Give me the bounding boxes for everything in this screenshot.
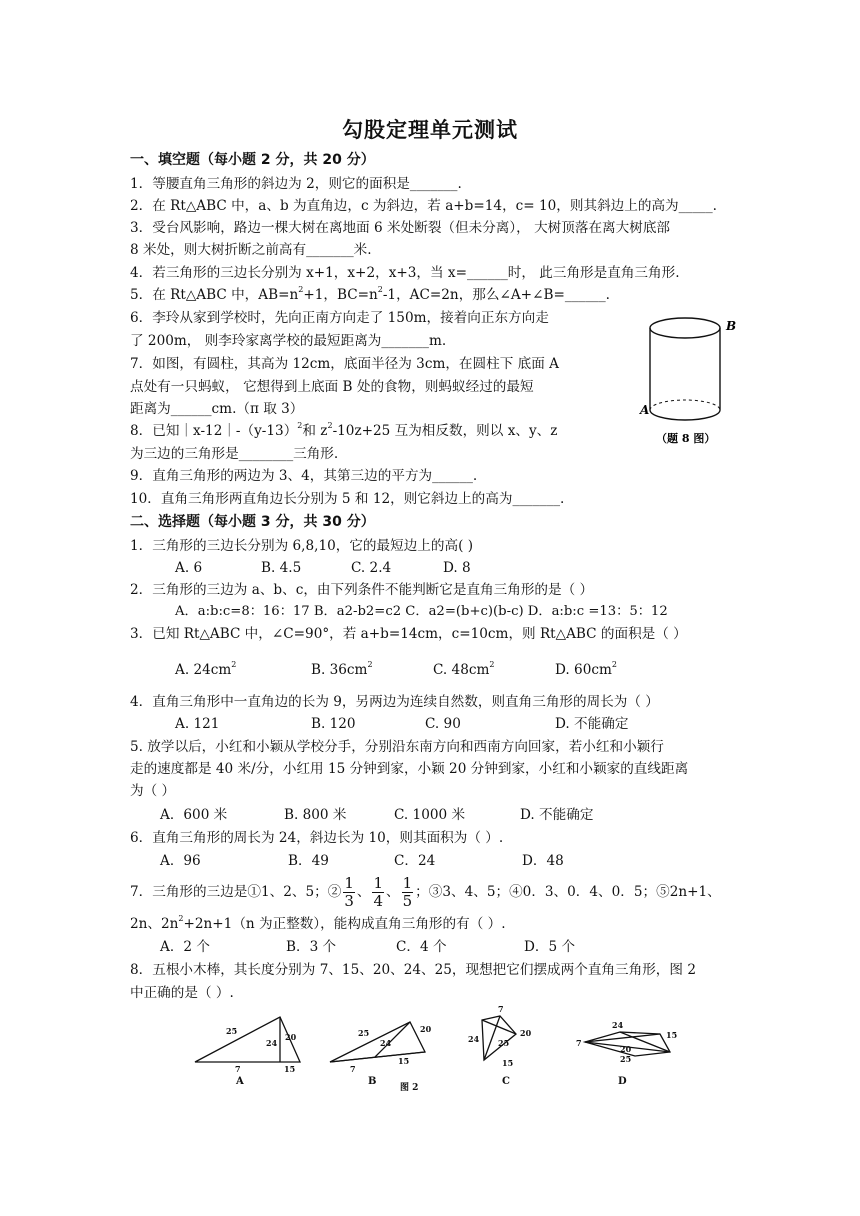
option[interactable]: D. 8 xyxy=(443,560,471,576)
choice-q5-line3: 为（ ） xyxy=(130,783,176,799)
length-label: 24 xyxy=(380,1038,392,1048)
fill-q3-line2: 8 米处，则大树折断之前高有_______米. xyxy=(130,242,372,258)
option[interactable]: B．49 xyxy=(288,853,329,869)
fill-q9: 9．直角三角形的两边为 3、4，其第三边的平方为______. xyxy=(130,468,478,484)
length-label: 7 xyxy=(576,1038,582,1048)
option[interactable]: A. 121 xyxy=(175,716,220,732)
choice-q7-options xyxy=(160,937,575,957)
fill-q8-sup1: 2 xyxy=(297,421,303,430)
fraction-numerator: 1 xyxy=(373,874,384,892)
triangle-inner-line xyxy=(482,1020,516,1034)
option-text: D. 60cm xyxy=(555,662,612,678)
fraction-numerator: 1 xyxy=(402,874,413,892)
option-figure-D[interactable] xyxy=(576,1020,677,1087)
fill-q5-pre: 5．在 Rt△ABC 中，AB=n xyxy=(130,287,299,303)
fill-q6-line2: 了 200m， 则李玲家离学校的最短距离为_______m. xyxy=(130,333,447,349)
option[interactable]: C. 90 xyxy=(425,716,461,732)
option-text: C. 48cm xyxy=(433,662,490,678)
option[interactable]: D．48 xyxy=(522,853,564,869)
fraction-numerator: 1 xyxy=(344,874,354,892)
length-label: 25 xyxy=(358,1028,370,1038)
fill-q5-post: -1，AC=2n，那么∠A+∠B=______. xyxy=(382,287,610,303)
option[interactable]: C．4 个 xyxy=(396,939,447,955)
option-figure-A[interactable] xyxy=(195,1017,300,1087)
section-1-heading: 一、填空题（每小题 2 分，共 20 分） xyxy=(130,152,375,168)
option[interactable]: B. 120 xyxy=(311,716,356,732)
length-label: 20 xyxy=(520,1028,532,1038)
fraction-one-fourth xyxy=(372,875,384,910)
label-A: A xyxy=(640,403,650,417)
choice-q5-options xyxy=(160,805,593,825)
cylinder-top-ellipse xyxy=(650,318,720,338)
option-text: A. 24cm xyxy=(175,662,232,678)
choice-q3-options xyxy=(175,660,617,680)
option-sup: 2 xyxy=(367,660,373,669)
fill-q5-sup1: 2 xyxy=(298,285,304,294)
option[interactable] xyxy=(311,660,433,680)
option-sup: 2 xyxy=(489,660,495,669)
option[interactable] xyxy=(555,660,617,680)
option[interactable] xyxy=(433,660,555,680)
fraction-one-third xyxy=(343,875,355,910)
choice-q4-options xyxy=(175,714,628,734)
figure-2-caption: 图 2 xyxy=(400,1083,419,1093)
fill-q2: 2．在 Rt△ABC 中，a、b 为直角边，c 为斜边，若 a+b=14，c= 10，则其斜边上的高为_____. xyxy=(130,198,717,214)
fill-q8-mid: 和 z xyxy=(302,423,328,439)
triangle-inner-line xyxy=(585,1034,660,1042)
option[interactable]: B．3 个 xyxy=(286,939,337,955)
cylinder-bottom-back xyxy=(650,400,720,410)
fill-q7-line3: 距离为______cm.（π 取 3） xyxy=(130,401,304,417)
option[interactable]: A．2 个 xyxy=(160,939,210,955)
cylinder-figure xyxy=(640,308,750,453)
label-B: B xyxy=(726,319,737,333)
option[interactable]: C. 1000 米 xyxy=(394,807,466,823)
cylinder-caption: （题 8 图） xyxy=(656,432,716,445)
option[interactable]: B. 800 米 xyxy=(284,807,347,823)
option[interactable]: D. 不能确定 xyxy=(520,807,594,823)
section-2-heading: 二、选择题（每小题 3 分，共 30 分） xyxy=(130,514,375,530)
option[interactable]: D. 不能确定 xyxy=(555,716,629,732)
figure-2 xyxy=(180,1004,700,1093)
fill-q7-line2: 点处有一只蚂蚁， 它想得到上底面 B 处的食物，则蚂蚁经过的最短 xyxy=(130,379,534,395)
fill-q4: 4．若三角形的三边长分别为 x+1，x+2，x+3，当 x=______时， 此三角形是直角三角形. xyxy=(130,265,680,281)
choice-q5-line1: 5. 放学以后，小红和小颖从学校分手，分别沿东南方向和西南方向回家，若小红和小颖行 xyxy=(130,739,664,755)
length-label: 20 xyxy=(285,1032,297,1042)
fill-q6-line1: 6．李玲从家到学校时，先向正南方向走了 150m，接着向正东方向走 xyxy=(130,310,549,326)
fill-q1: 1．等腰直角三角形的斜边为 2，则它的面积是_______. xyxy=(130,176,462,192)
option[interactable]: B. 4.5 xyxy=(261,560,302,576)
option-figure-B[interactable] xyxy=(330,1022,432,1087)
length-label: 24 xyxy=(468,1034,480,1044)
cylinder-bottom-front xyxy=(650,410,720,420)
fill-q10: 10．直角三角形两直角边长分别为 5 和 12，则它斜边上的高为_______. xyxy=(130,491,565,507)
fraction-denominator: 4 xyxy=(373,892,384,910)
choice-q8-line2: 中正确的是（ ）. xyxy=(130,985,234,1001)
length-label: 20 xyxy=(620,1044,632,1054)
choice-q6-options xyxy=(160,851,564,871)
fill-q3-line1: 3．受台风影响，路边一棵大树在离地面 6 米处断裂（但未分离）， 大树顶落在离大树底部 xyxy=(130,220,671,236)
choice-q4: 4．直角三角形中一直角边的长为 9，另两边为连续自然数，则直角三角形的周长为（ ） xyxy=(130,694,659,710)
option-letter: D xyxy=(618,1076,627,1087)
length-label: 7 xyxy=(235,1064,241,1074)
option[interactable]: D．5 个 xyxy=(524,939,576,955)
option-letter: B xyxy=(368,1076,377,1087)
length-label: 15 xyxy=(398,1056,410,1066)
choice-q6: 6．直角三角形的周长为 24，斜边长为 10，则其面积为（ ）. xyxy=(130,830,504,846)
choice-q7-line2-post: +2n+1（n 为正整数），能构成直角三角形的有（ ）. xyxy=(183,916,506,932)
option-letter: A xyxy=(236,1076,244,1087)
choice-q1: 1．三角形的三边长分别为 6,8,10，它的最短边上的高( ) xyxy=(130,538,474,554)
length-label: 25 xyxy=(498,1038,510,1048)
choice-q1-options xyxy=(175,558,471,578)
option-sup: 2 xyxy=(231,660,237,669)
length-label: 7 xyxy=(350,1064,356,1074)
option[interactable]: A．96 xyxy=(160,853,201,869)
fraction-denominator: 5 xyxy=(402,892,413,910)
page-title: 勾股定理单元测试 xyxy=(342,118,518,142)
option[interactable]: C. 2.4 xyxy=(351,560,392,576)
fill-q7-line1: 7．如图，有圆柱，其高为 12cm，底面半径为 3cm，在圆柱下 底面 A xyxy=(130,356,559,372)
fill-q5-mid: +1，BC=n xyxy=(303,287,378,303)
fraction-one-fifth xyxy=(402,875,414,910)
choice-q7-post: ；③3、4、5；④0．3、0．4、0．5；⑤2n+1、 xyxy=(415,884,721,900)
triangle-outline xyxy=(330,1022,425,1062)
fill-q8-pre: 8．已知｜x-12｜-（y-13） xyxy=(130,423,298,439)
length-label: 15 xyxy=(284,1064,296,1074)
option[interactable]: C．24 xyxy=(394,853,436,869)
triangle-inner-line xyxy=(330,1052,425,1062)
choice-q7-line2-pre: 2n、2n xyxy=(130,916,179,932)
length-label: 15 xyxy=(502,1058,514,1068)
option-text: B. 36cm xyxy=(311,662,368,678)
option-sup: 2 xyxy=(611,660,617,669)
choice-q7-line2 xyxy=(130,914,506,934)
fraction-denominator: 3 xyxy=(344,892,354,910)
option-letter: C xyxy=(502,1076,510,1087)
option[interactable]: A. 6 xyxy=(175,560,203,576)
option-figure-C[interactable] xyxy=(468,1004,532,1087)
option[interactable]: A．600 米 xyxy=(160,807,228,823)
fill-q8-sup2: 2 xyxy=(327,421,333,430)
fill-q8-line2: 为三边的三角形是________三角形. xyxy=(130,446,339,462)
choice-q2: 2．三角形的三边为 a、b、c，由下列条件不能判断它是直角三角形的是（ ） xyxy=(130,582,594,598)
length-label: 24 xyxy=(612,1020,624,1030)
length-label: 24 xyxy=(266,1038,278,1048)
length-label: 25 xyxy=(226,1026,238,1036)
length-label: 20 xyxy=(420,1024,432,1034)
choice-q7-line1: 7．三角形的三边是①1、2、5；② $\frac{1}{3}$ 、 $\frac{1}{4}$ 、 $\frac{1}{5}$ ；③3、4、5；④0．3、0．4、0．5；⑤2n+1、 xyxy=(130,874,721,910)
fill-q5 xyxy=(130,285,610,305)
length-label: 7 xyxy=(498,1004,504,1014)
fill-q8-line1 xyxy=(130,421,557,441)
choice-q3: 3．已知 Rt△ABC 中，∠C=90°，若 a+b=14cm，c=10cm，则 Rt△ABC 的面积是（ ） xyxy=(130,626,687,642)
choice-q5-line2: 走的速度都是 40 米/分，小红用 15 分钟到家，小颖 20 分钟到家，小红和小颖家的直线距离 xyxy=(130,761,689,777)
fill-q5-sup2: 2 xyxy=(377,285,383,294)
length-label: 25 xyxy=(620,1054,632,1064)
choice-q7-sup: 2 xyxy=(178,914,184,923)
option[interactable] xyxy=(175,660,311,680)
fill-q8-post: -10z+25 互为相反数，则以 x、y、z xyxy=(332,423,558,439)
choice-q2-options[interactable]: A．a:b:c=8：16：17 B．a2-b2=c2 C．a2=(b+c)(b-c) D．a:b:c =13：5：12 xyxy=(175,604,668,619)
choice-q8-line1: 8．五根小木棒，其长度分别为 7、15、20、24、25，现想把它们摆成两个直角三角形，图 2 xyxy=(130,962,696,978)
length-label: 15 xyxy=(666,1030,678,1040)
choice-q7-pre: 7．三角形的三边是①1、2、5；② xyxy=(130,884,342,900)
